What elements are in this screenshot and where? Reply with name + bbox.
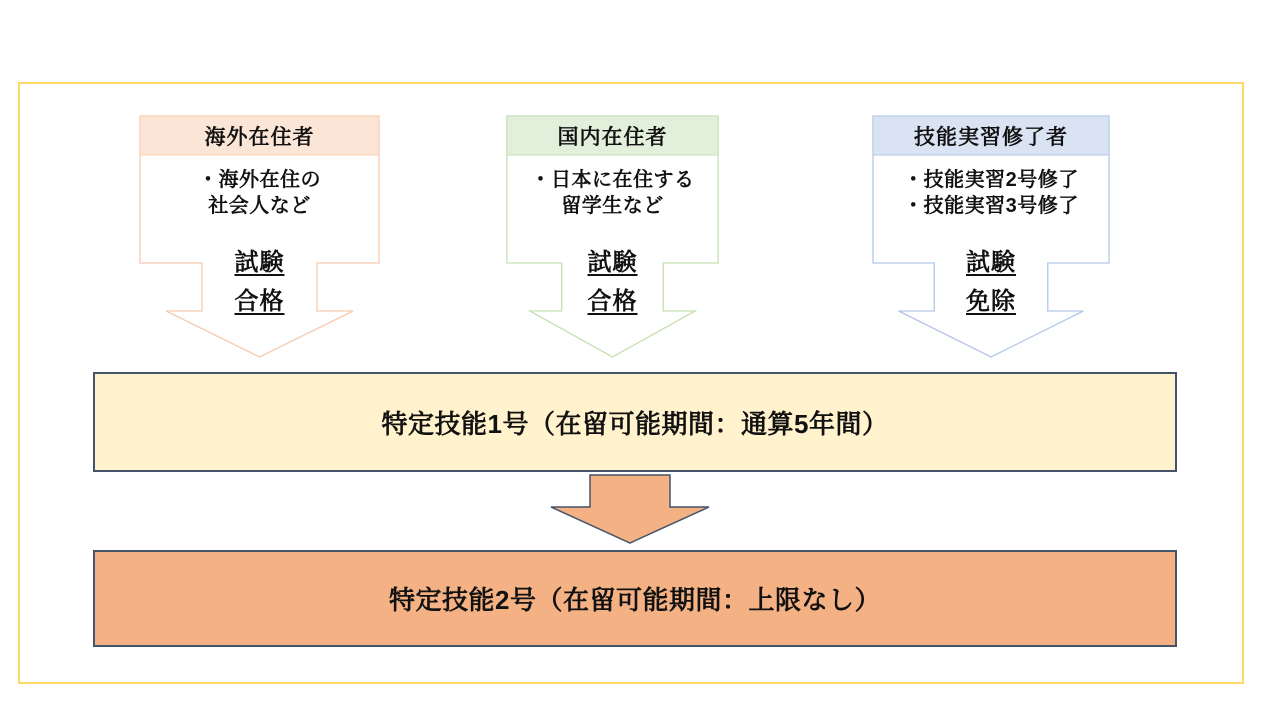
requirement-line: 合格 xyxy=(234,288,285,315)
column-description-titp xyxy=(872,167,1110,219)
requirement-line: 免除 xyxy=(966,288,1016,315)
description-line: 留学生など xyxy=(561,195,664,217)
status-box-label: 特定技能1号（在留可能期間：通算5年間） xyxy=(381,408,889,439)
description-line: 社会人など xyxy=(208,195,311,217)
description-line: ・日本に在住する xyxy=(530,169,695,191)
pathway-column-overseas xyxy=(139,115,380,358)
requirement-label-titp xyxy=(872,243,1110,321)
column-header-domestic: 国内在住者 xyxy=(557,125,668,149)
requirement-line: 試験 xyxy=(966,249,1016,276)
column-header-overseas: 海外在住者 xyxy=(204,125,315,149)
requirement-line: 試験 xyxy=(587,249,638,276)
description-line: ・技能実習3号修了 xyxy=(903,195,1079,217)
requirement-label-domestic xyxy=(506,243,719,321)
column-description-overseas xyxy=(139,167,380,219)
requirement-line: 試験 xyxy=(234,249,285,276)
column-description-domestic xyxy=(506,167,719,219)
down-arrow-icon xyxy=(550,474,710,545)
column-header-titp: 技能実習修了者 xyxy=(914,125,1068,149)
status-box-label: 特定技能2号（在留可能期間：上限なし） xyxy=(389,585,881,615)
pathway-column-domestic xyxy=(506,115,719,358)
requirement-label-overseas xyxy=(139,243,380,321)
description-line: ・技能実習2号修了 xyxy=(903,169,1079,191)
status-box-tokutei-ginou-2 xyxy=(93,550,1177,647)
status-box-tokutei-ginou-1 xyxy=(93,372,1177,472)
requirement-line: 合格 xyxy=(587,288,638,315)
description-line: ・海外在住の xyxy=(198,169,321,191)
pathway-column-titp-graduates xyxy=(872,115,1110,358)
